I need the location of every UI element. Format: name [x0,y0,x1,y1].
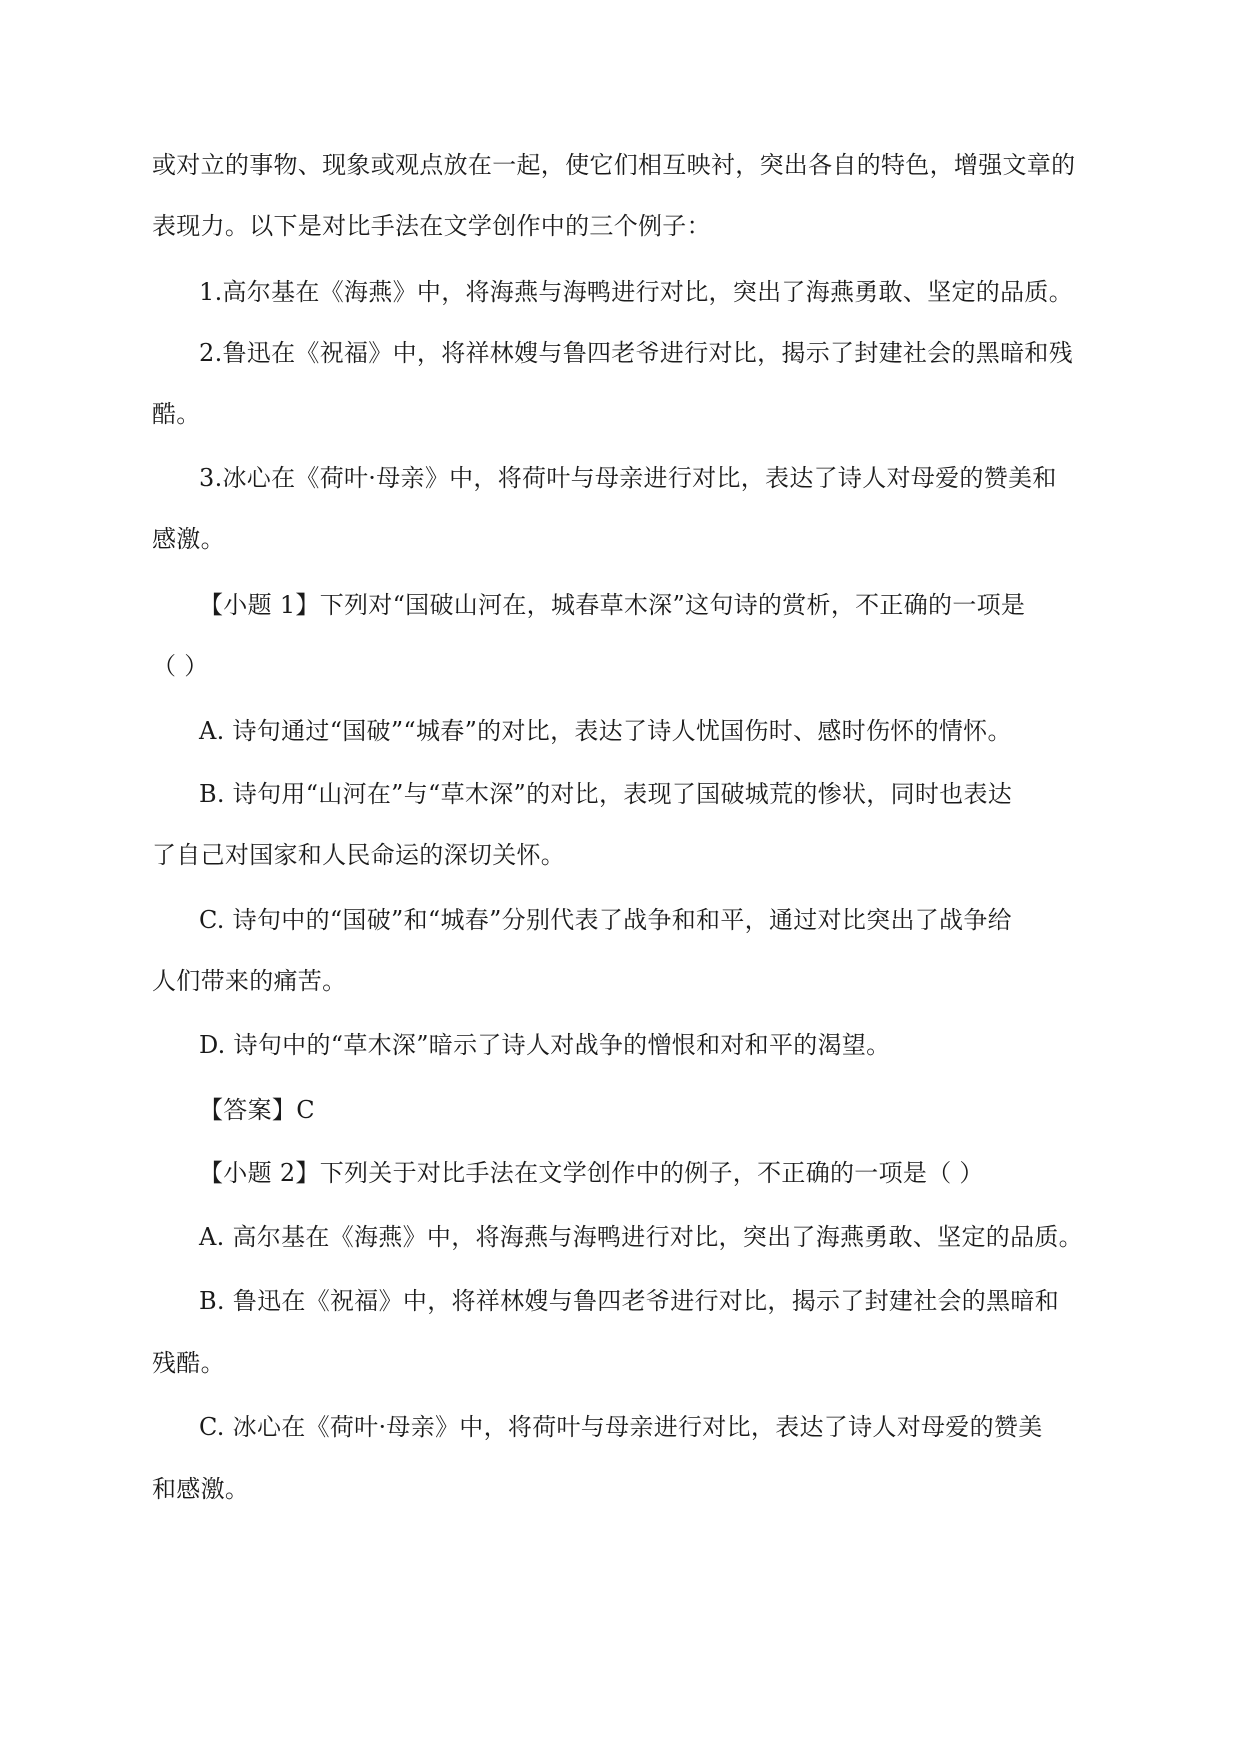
question-1-stem-line-1: 【小题 1】下列对“国破山河在，城春草木深”这句诗的赏析，不正确的一项是 [199,591,1026,619]
question-1-option-d: D. 诗句中的“草木深”暗示了诗人对战争的憎恨和对和平的渴望。 [199,1031,891,1059]
example-3-line-2: 感激。 [152,525,225,553]
example-3-line-1: 3.冰心在《荷叶·母亲》中，将荷叶与母亲进行对比，表达了诗人对母爱的赞美和 [199,464,1057,492]
question-1-option-b-line-1: B. 诗句用“山河在”与“草木深”的对比，表现了国破城荒的惨状，同时也表达 [199,780,1013,808]
question-2-option-b-line-2: 残酷。 [152,1349,225,1377]
question-1-option-c-line-2: 人们带来的痛苦。 [152,967,347,995]
question-1-option-b-line-2: 了自己对国家和人民命运的深切关怀。 [152,841,566,869]
example-2-line-2: 酷。 [152,400,201,428]
question-2-option-b-line-1: B. 鲁迅在《祝福》中，将祥林嫂与鲁四老爷进行对比，揭示了封建社会的黑暗和 [199,1287,1059,1315]
question-1-answer: 【答案】C [199,1096,315,1124]
intro-line-2: 表现力。以下是对比手法在文学创作中的三个例子： [152,212,711,240]
example-2-line-1: 2.鲁迅在《祝福》中，将祥林嫂与鲁四老爷进行对比，揭示了封建社会的黑暗和残 [199,339,1073,367]
question-1-option-c-line-1: C. 诗句中的“国破”和“城春”分别代表了战争和和平，通过对比突出了战争给 [199,906,1012,934]
question-2-stem: 【小题 2】下列关于对比手法在文学创作中的例子，不正确的一项是（ ） [199,1159,984,1187]
question-2-option-c-line-2: 和感激。 [152,1475,250,1503]
question-1-option-a: A. 诗句通过“国破”“城春”的对比，表达了诗人忧国伤时、感时伤怀的情怀。 [199,717,1012,745]
question-2-option-a: A. 高尔基在《海燕》中，将海燕与海鸭进行对比，突出了海燕勇敢、坚定的品质。 [199,1223,1083,1251]
intro-line-1: 或对立的事物、现象或观点放在一起，使它们相互映衬，突出各自的特色，增强文章的 [152,151,1076,179]
example-1: 1.高尔基在《海燕》中，将海燕与海鸭进行对比，突出了海燕勇敢、坚定的品质。 [199,278,1073,306]
question-2-option-c-line-1: C. 冰心在《荷叶·母亲》中，将荷叶与母亲进行对比，表达了诗人对母爱的赞美 [199,1413,1043,1441]
question-1-stem-line-2: （ ） [152,652,209,680]
